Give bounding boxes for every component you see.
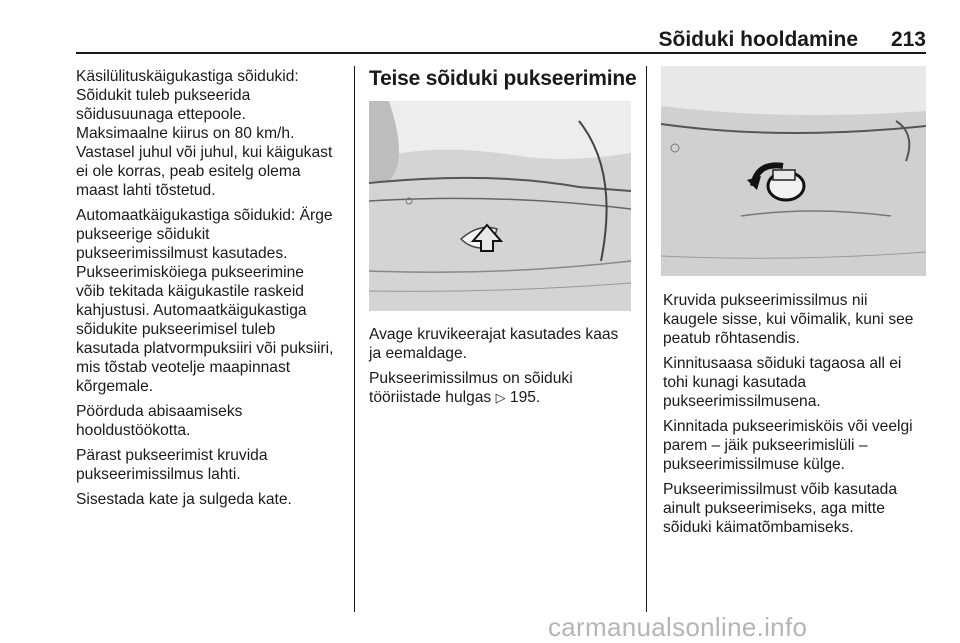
text-line: maast lahti tõstetud.	[76, 182, 216, 199]
text-line: kaugele sisse, kui võimalik, kuni see	[663, 311, 914, 328]
text-line: peatub rõhtasendis.	[663, 330, 800, 347]
page-header-title: Sõiduki hooldamine	[658, 28, 858, 51]
left-column	[76, 67, 348, 515]
text-line: kasutada platvormpuksiiri või puksiiri,	[76, 340, 334, 357]
text-line: sõidukite pukseerimisel tuleb	[76, 321, 276, 338]
column-divider-left	[354, 66, 355, 612]
text-line: Käsilülituskäigukastiga sõidukid:	[76, 68, 299, 85]
text-line: ainult pukseerimiseks, aga mitte	[663, 500, 885, 517]
text-line: Pärast pukseerimist kruvida	[76, 447, 268, 464]
text-line: Automaatkäigukastiga sõidukid: Ärge	[76, 207, 333, 224]
text-line: kahjustusi. Automaatkäigukastiga	[76, 302, 307, 319]
text-line: tohi kunagi kasutada	[663, 374, 807, 391]
text-line: Maksimaalne kiirus on 80 km/h.	[76, 125, 295, 142]
text-line: Avage kruvikeerajat kasutades kaas	[369, 326, 619, 343]
paragraph-automatic-transmission	[76, 206, 348, 396]
text-line: Kinnitusaasa sõiduki tagaosa all ei	[663, 355, 902, 372]
text-line: hooldustöökotta.	[76, 422, 191, 439]
paragraph-attach-tow-rope	[663, 417, 927, 474]
text-line: pukseerige sõidukit	[76, 226, 210, 243]
text-line: Sõidukit tuleb pukseerida	[76, 87, 251, 104]
tow-eye-installed-illustration	[661, 66, 926, 276]
text-line: ja eemaldage.	[369, 345, 467, 362]
paragraph-unscrew	[76, 446, 348, 484]
paragraph-screw-tow-eye	[663, 291, 927, 348]
middle-column	[369, 325, 633, 413]
figure-rear-bumper-cover	[369, 101, 631, 311]
text-line: parem – jäik pukseerimislüli –	[663, 437, 868, 454]
watermark: carmanualsonline.info	[548, 612, 808, 642]
text-line: kõrgemale.	[76, 378, 154, 395]
page-reference-link[interactable]: 195.	[509, 389, 541, 406]
text-line: Kinnitada pukseerimisköis või veelgi	[663, 418, 913, 435]
text-line: Kruvida pukseerimissilmus nii	[663, 292, 868, 309]
text-line: ei ole korras, peab esitelg olema	[76, 163, 301, 180]
text-line: Pukseerimissilmust võib kasutada	[663, 481, 897, 498]
text-line: Vastasel juhul või juhul, kui käigukast	[76, 144, 333, 161]
text-line: sõiduki käimatõmbamiseks.	[663, 519, 854, 536]
rear-bumper-cover-illustration	[369, 101, 631, 311]
text-line: pukseerimissilmuse külge.	[663, 456, 845, 473]
text-line: pukseerimissilmust kasutades.	[76, 245, 288, 262]
text-line: Sisestada kate ja sulgeda kate.	[76, 491, 292, 508]
paragraph-tow-eye-location	[369, 369, 633, 407]
paragraph-tow-only	[663, 480, 927, 537]
page-reference-arrow-icon: ▷	[495, 390, 506, 405]
paragraph-manual-transmission	[76, 67, 348, 200]
figure-tow-eye-installed	[661, 66, 926, 276]
column-divider-right	[646, 66, 647, 612]
text-line: tööriistade hulgas	[369, 389, 492, 406]
text-line: mis tõstab veotelje maapinnast	[76, 359, 291, 376]
text-line: Pöörduda abisaamiseks	[76, 403, 243, 420]
header-rule	[76, 52, 926, 54]
text-line: Pukseerimisköiega pukseerimine	[76, 264, 304, 281]
text-line: sõidusuunaga ettepoole.	[76, 106, 246, 123]
right-column	[663, 291, 927, 543]
text-line: Pukseerimissilmus on sõiduki	[369, 370, 573, 387]
paragraph-workshop	[76, 402, 348, 440]
text-line: võib tekitada käigukastile raskeid	[76, 283, 304, 300]
paragraph-open-cover	[369, 325, 633, 363]
text-line: pukseerimissilmus lahti.	[76, 466, 241, 483]
section-title: Teise sõiduki pukseerimine	[369, 67, 637, 90]
paragraph-insert-cover	[76, 490, 348, 509]
text-line: pukseerimissilmusena.	[663, 393, 821, 410]
page-number: 213	[890, 28, 926, 51]
paragraph-lashing-eye-warning	[663, 354, 927, 411]
